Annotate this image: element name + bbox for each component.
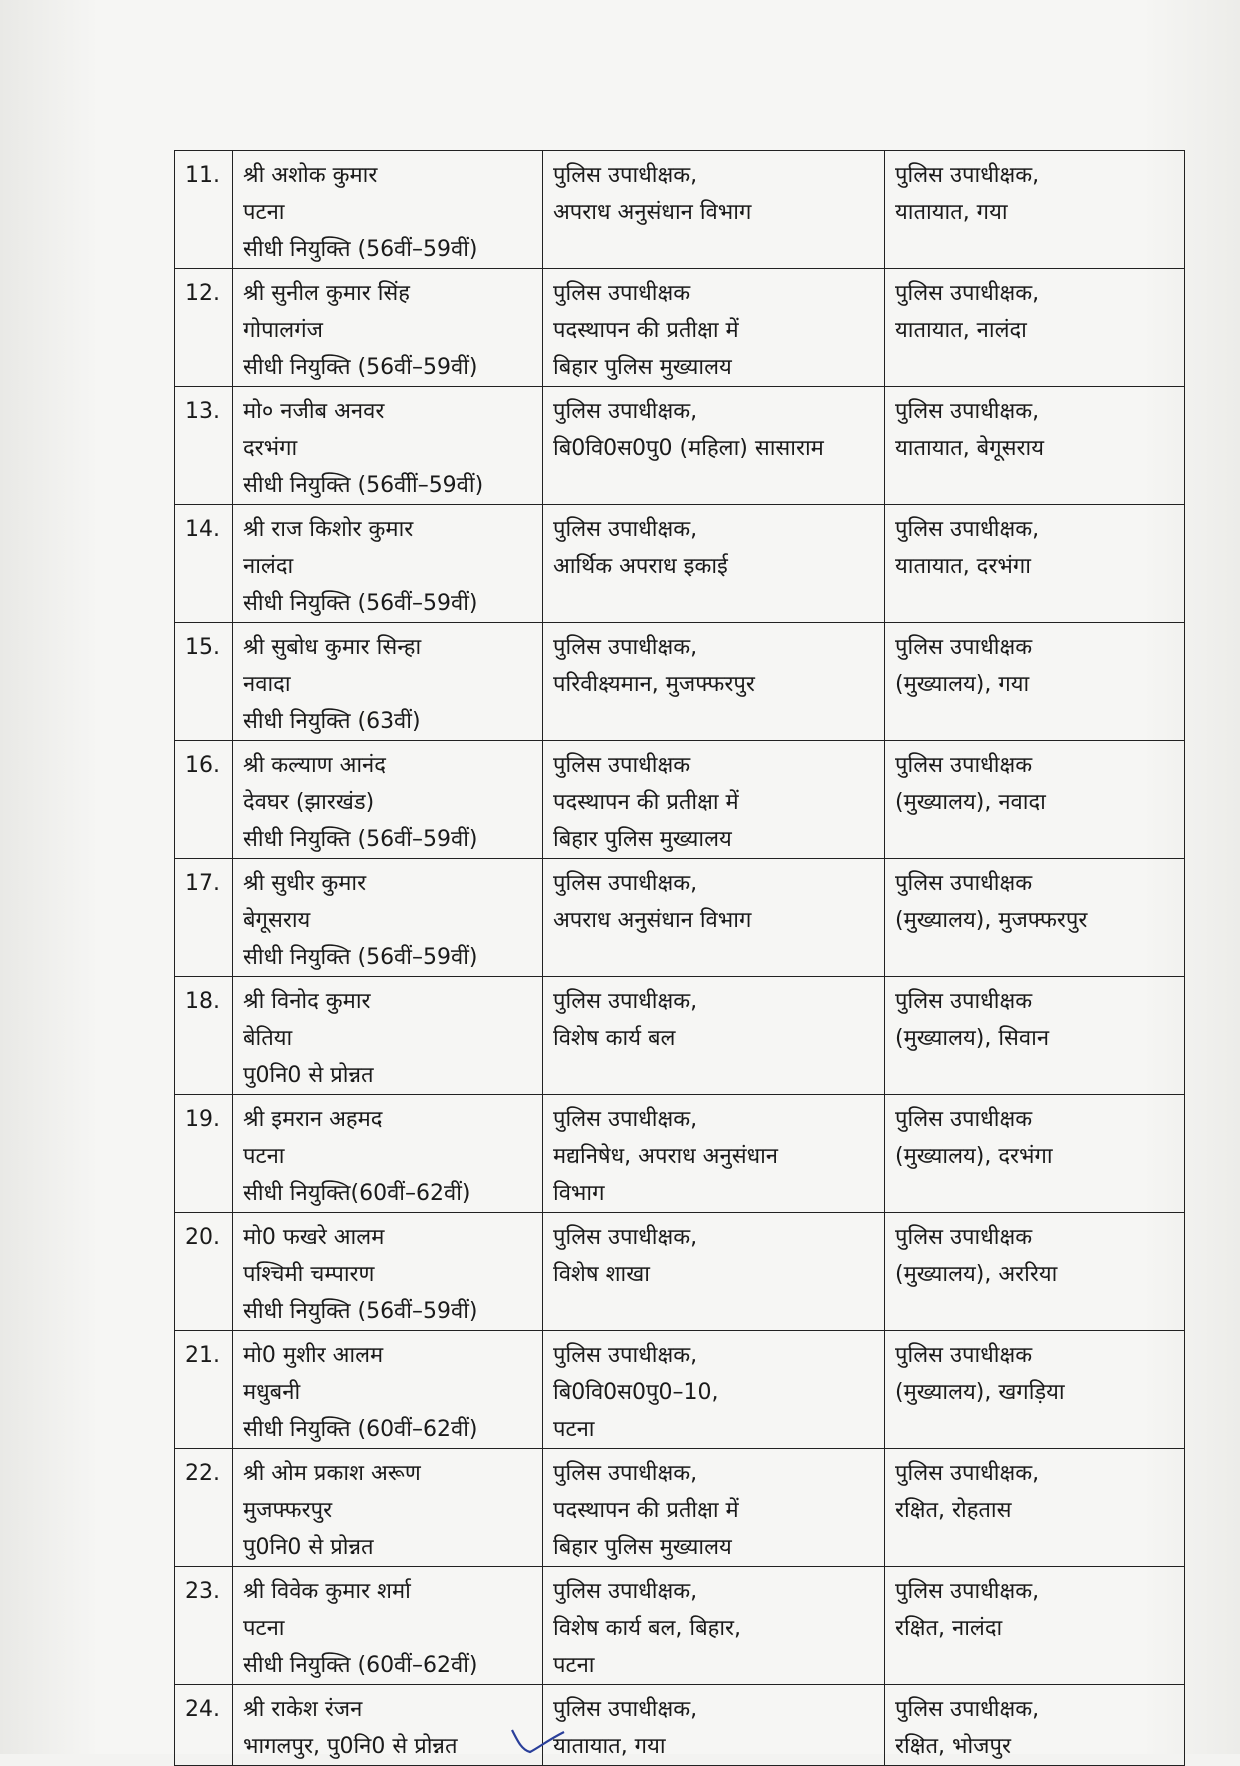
home-district: दरभंगा [243,436,298,461]
home-district: गोपालगंज [243,318,323,343]
current-posting-line: बि0वि0स0पु0–10, [553,1380,719,1405]
current-posting-line: पदस्थापन की प्रतीक्षा में [553,1498,739,1523]
appointment-source: सीधी नियुक्ति (60वीं–62वीं) [243,1417,478,1442]
new-posting-cell [885,741,1185,859]
new-posting-cell [885,623,1185,741]
new-posting-line: पुलिस उपाधीक्षक [895,753,1033,778]
officer-name: श्री सुधीर कुमार [243,871,367,896]
new-posting-line: पुलिस उपाधीक्षक, [895,1579,1040,1604]
new-posting-cell [885,269,1185,387]
appointment-source: सीधी नियुक्ति (56वीीं–59वीं) [243,473,484,498]
current-posting-line: पुलिस उपाधीक्षक, [553,989,698,1014]
new-posting-cell [885,387,1185,505]
table-row [175,1213,1185,1331]
home-district: बेगूसराय [243,908,311,933]
officer-name: मो० नजीब अनवर [243,399,385,424]
new-posting-line: पुलिस उपाधीक्षक [895,871,1033,896]
new-posting-line: पुलिस उपाधीक्षक, [895,1461,1040,1486]
current-posting-line: पुलिस उपाधीक्षक, [553,1579,698,1604]
table-row [175,741,1185,859]
officer-name: श्री विनोद कुमार [243,989,371,1014]
new-posting-cell [885,977,1185,1095]
new-posting-line: यातायात, बेगूसराय [895,436,1044,461]
current-posting-cell [543,1567,885,1685]
table-row [175,269,1185,387]
current-posting-line: पदस्थापन की प्रतीक्षा में [553,318,739,343]
current-posting-line: मद्यनिषेध, अपराध अनुसंधान [553,1144,779,1169]
new-posting-line: (मुख्यालय), अररिया [895,1262,1058,1287]
officer-details-cell [233,1449,543,1567]
new-posting-cell [885,1449,1185,1567]
officer-name: श्री सुबोध कुमार सिन्हा [243,635,422,660]
table-row [175,1567,1185,1685]
home-district: पटना [243,200,285,225]
current-posting-line: पुलिस उपाधीक्षक [553,753,691,778]
table-row [175,505,1185,623]
current-posting-line: पुलिस उपाधीक्षक, [553,1697,698,1722]
new-posting-cell [885,1567,1185,1685]
new-posting-line: पुलिस उपाधीक्षक, [895,517,1040,542]
serial-number: 17. [175,859,233,977]
officer-name: श्री विवेक कुमार शर्मा [243,1579,411,1604]
appointment-source: सीधी नियुक्ति(60वीं–62वीं) [243,1181,471,1206]
home-district: पटना [243,1144,285,1169]
current-posting-cell [543,977,885,1095]
officer-details-cell [233,1095,543,1213]
new-posting-line: पुलिस उपाधीक्षक, [895,163,1040,188]
current-posting-cell [543,623,885,741]
appointment-source: सीधी नियुक्ति (56वीं–59वीं) [243,827,478,852]
current-posting-line: पुलिस उपाधीक्षक, [553,635,698,660]
current-posting-cell [543,1331,885,1449]
signature-pen-mark [508,1728,568,1754]
home-district: पटना [243,1616,285,1641]
new-posting-cell [885,151,1185,269]
officer-name: श्री इमरान अहमद [243,1107,383,1132]
new-posting-line: (मुख्यालय), गया [895,672,1030,697]
serial-number: 21. [175,1331,233,1449]
new-posting-cell [885,859,1185,977]
current-posting-cell [543,505,885,623]
officer-details-cell [233,859,543,977]
table-row [175,859,1185,977]
serial-number: 14. [175,505,233,623]
transfer-posting-table [174,150,1185,1766]
appointment-source: सीधी नियुक्ति (56वीं–59वीं) [243,945,478,970]
new-posting-line: यातायात, नालंदा [895,318,1027,343]
current-posting-line: विभाग [553,1181,605,1206]
officer-name: श्री सुनील कुमार सिंह [243,281,410,306]
new-posting-line: पुलिस उपाधीक्षक [895,989,1033,1014]
current-posting-line: पटना [553,1653,595,1678]
serial-number: 18. [175,977,233,1095]
serial-number: 20. [175,1213,233,1331]
officer-details-cell [233,1213,543,1331]
current-posting-line: परिवीक्ष्यमान, मुजफ्फरपुर [553,672,755,697]
current-posting-line: बि0वि0स0पु0 (महिला) सासाराम [553,436,824,461]
officer-name: मो0 फखरे आलम [243,1225,385,1250]
table-body [175,151,1185,1766]
current-posting-cell [543,387,885,505]
home-district: देवघर (झारखंड) [243,790,375,815]
current-posting-line: पुलिस उपाधीक्षक [553,281,691,306]
home-district: मधुबनी [243,1380,301,1405]
table-row [175,1449,1185,1567]
serial-number: 19. [175,1095,233,1213]
appointment-source: सीधी नियुक्ति (56वीं–59वीं) [243,237,478,262]
table-row [175,151,1185,269]
officer-details-cell [233,387,543,505]
officer-name: श्री राकेश रंजन [243,1697,363,1722]
current-posting-cell [543,1095,885,1213]
new-posting-cell [885,1213,1185,1331]
officer-details-cell [233,741,543,859]
serial-number: 12. [175,269,233,387]
officer-details-cell [233,269,543,387]
current-posting-cell [543,741,885,859]
officer-name: श्री ओम प्रकाश अरूण [243,1461,421,1486]
current-posting-line: पुलिस उपाधीक्षक, [553,399,698,424]
officer-details-cell [233,623,543,741]
officer-details-cell [233,151,543,269]
officer-name: श्री राज किशोर कुमार [243,517,414,542]
serial-number: 23. [175,1567,233,1685]
current-posting-line: पुलिस उपाधीक्षक, [553,1107,698,1132]
serial-number: 13. [175,387,233,505]
current-posting-line: पदस्थापन की प्रतीक्षा में [553,790,739,815]
home-district: बेतिया [243,1026,293,1051]
new-posting-line: यातायात, दरभंगा [895,554,1031,579]
appointment-source: सीधी नियुक्ति (56वीं–59वीं) [243,1299,478,1324]
officer-details-cell [233,1331,543,1449]
new-posting-line: यातायात, गया [895,200,1008,225]
current-posting-line: विशेष कार्य बल, बिहार, [553,1616,742,1641]
new-posting-line: (मुख्यालय), नवादा [895,790,1046,815]
table-row [175,1685,1185,1766]
new-posting-line: पुलिस उपाधीक्षक, [895,1697,1040,1722]
current-posting-line: पुलिस उपाधीक्षक, [553,1461,698,1486]
table-row [175,387,1185,505]
current-posting-line: अपराध अनुसंधान विभाग [553,908,752,933]
current-posting-line: पुलिस उपाधीक्षक, [553,1343,698,1368]
appointment-source: सीधी नियुक्ति (63वीं) [243,709,421,734]
current-posting-line: बिहार पुलिस मुख्यालय [553,355,732,380]
officer-details-cell [233,505,543,623]
home-district: मुजफ्फरपुर [243,1498,333,1523]
current-posting-line: विशेष शाखा [553,1262,650,1287]
new-posting-line: रक्षित, नालंदा [895,1616,1003,1641]
new-posting-line: (मुख्यालय), मुजफ्फरपुर [895,908,1088,933]
new-posting-line: पुलिस उपाधीक्षक, [895,399,1040,424]
current-posting-cell [543,1685,885,1766]
appointment-source: सीधी नियुक्ति (60वीं–62वीं) [243,1653,478,1678]
new-posting-line: पुलिस उपाधीक्षक [895,1225,1033,1250]
current-posting-line: आर्थिक अपराध इकाई [553,554,728,579]
new-posting-line: (मुख्यालय), दरभंगा [895,1144,1053,1169]
serial-number: 16. [175,741,233,859]
current-posting-cell [543,1213,885,1331]
appointment-source: सीधी नियुक्ति (56वीं–59वीं) [243,355,478,380]
new-posting-line: पुलिस उपाधीक्षक [895,1107,1033,1132]
home-district: भागलपुर, पु0नि0 से प्रोन्नत [243,1734,458,1759]
new-posting-cell [885,1685,1185,1766]
officer-name: श्री कल्याण आनंद [243,753,386,778]
table-row [175,1331,1185,1449]
new-posting-cell [885,1095,1185,1213]
appointment-source: सीधी नियुक्ति (56वीं–59वीं) [243,591,478,616]
serial-number: 15. [175,623,233,741]
new-posting-line: पुलिस उपाधीक्षक, [895,281,1040,306]
new-posting-cell [885,1331,1185,1449]
current-posting-line: पुलिस उपाधीक्षक, [553,517,698,542]
current-posting-line: यातायात, गया [553,1734,666,1759]
current-posting-cell [543,1449,885,1567]
officer-name: श्री अशोक कुमार [243,163,378,188]
new-posting-line: (मुख्यालय), सिवान [895,1026,1050,1051]
new-posting-line: रक्षित, भोजपुर [895,1734,1011,1759]
home-district: नवादा [243,672,291,697]
officer-details-cell [233,1685,543,1766]
current-posting-line: बिहार पुलिस मुख्यालय [553,827,732,852]
current-posting-line: बिहार पुलिस मुख्यालय [553,1535,732,1560]
appointment-source: पु0नि0 से प्रोन्नत [243,1535,374,1560]
serial-number: 11. [175,151,233,269]
current-posting-line: अपराध अनुसंधान विभाग [553,200,752,225]
table-row [175,977,1185,1095]
home-district: पश्चिमी चम्पारण [243,1262,375,1287]
table-row [175,623,1185,741]
officer-details-cell [233,977,543,1095]
current-posting-cell [543,151,885,269]
current-posting-line: पटना [553,1417,595,1442]
current-posting-line: पुलिस उपाधीक्षक, [553,871,698,896]
new-posting-line: पुलिस उपाधीक्षक [895,1343,1033,1368]
home-district: नालंदा [243,554,294,579]
new-posting-line: रक्षित, रोहतास [895,1498,1012,1523]
current-posting-cell [543,859,885,977]
current-posting-cell [543,269,885,387]
new-posting-cell [885,505,1185,623]
serial-number: 22. [175,1449,233,1567]
officer-name: मो0 मुशीर आलम [243,1343,384,1368]
appointment-source: पु0नि0 से प्रोन्नत [243,1063,374,1088]
current-posting-line: पुलिस उपाधीक्षक, [553,163,698,188]
officer-details-cell [233,1567,543,1685]
table-row [175,1095,1185,1213]
current-posting-line: पुलिस उपाधीक्षक, [553,1225,698,1250]
serial-number: 24. [175,1685,233,1766]
current-posting-line: विशेष कार्य बल [553,1026,676,1051]
new-posting-line: (मुख्यालय), खगड़िया [895,1380,1065,1405]
new-posting-line: पुलिस उपाधीक्षक [895,635,1033,660]
